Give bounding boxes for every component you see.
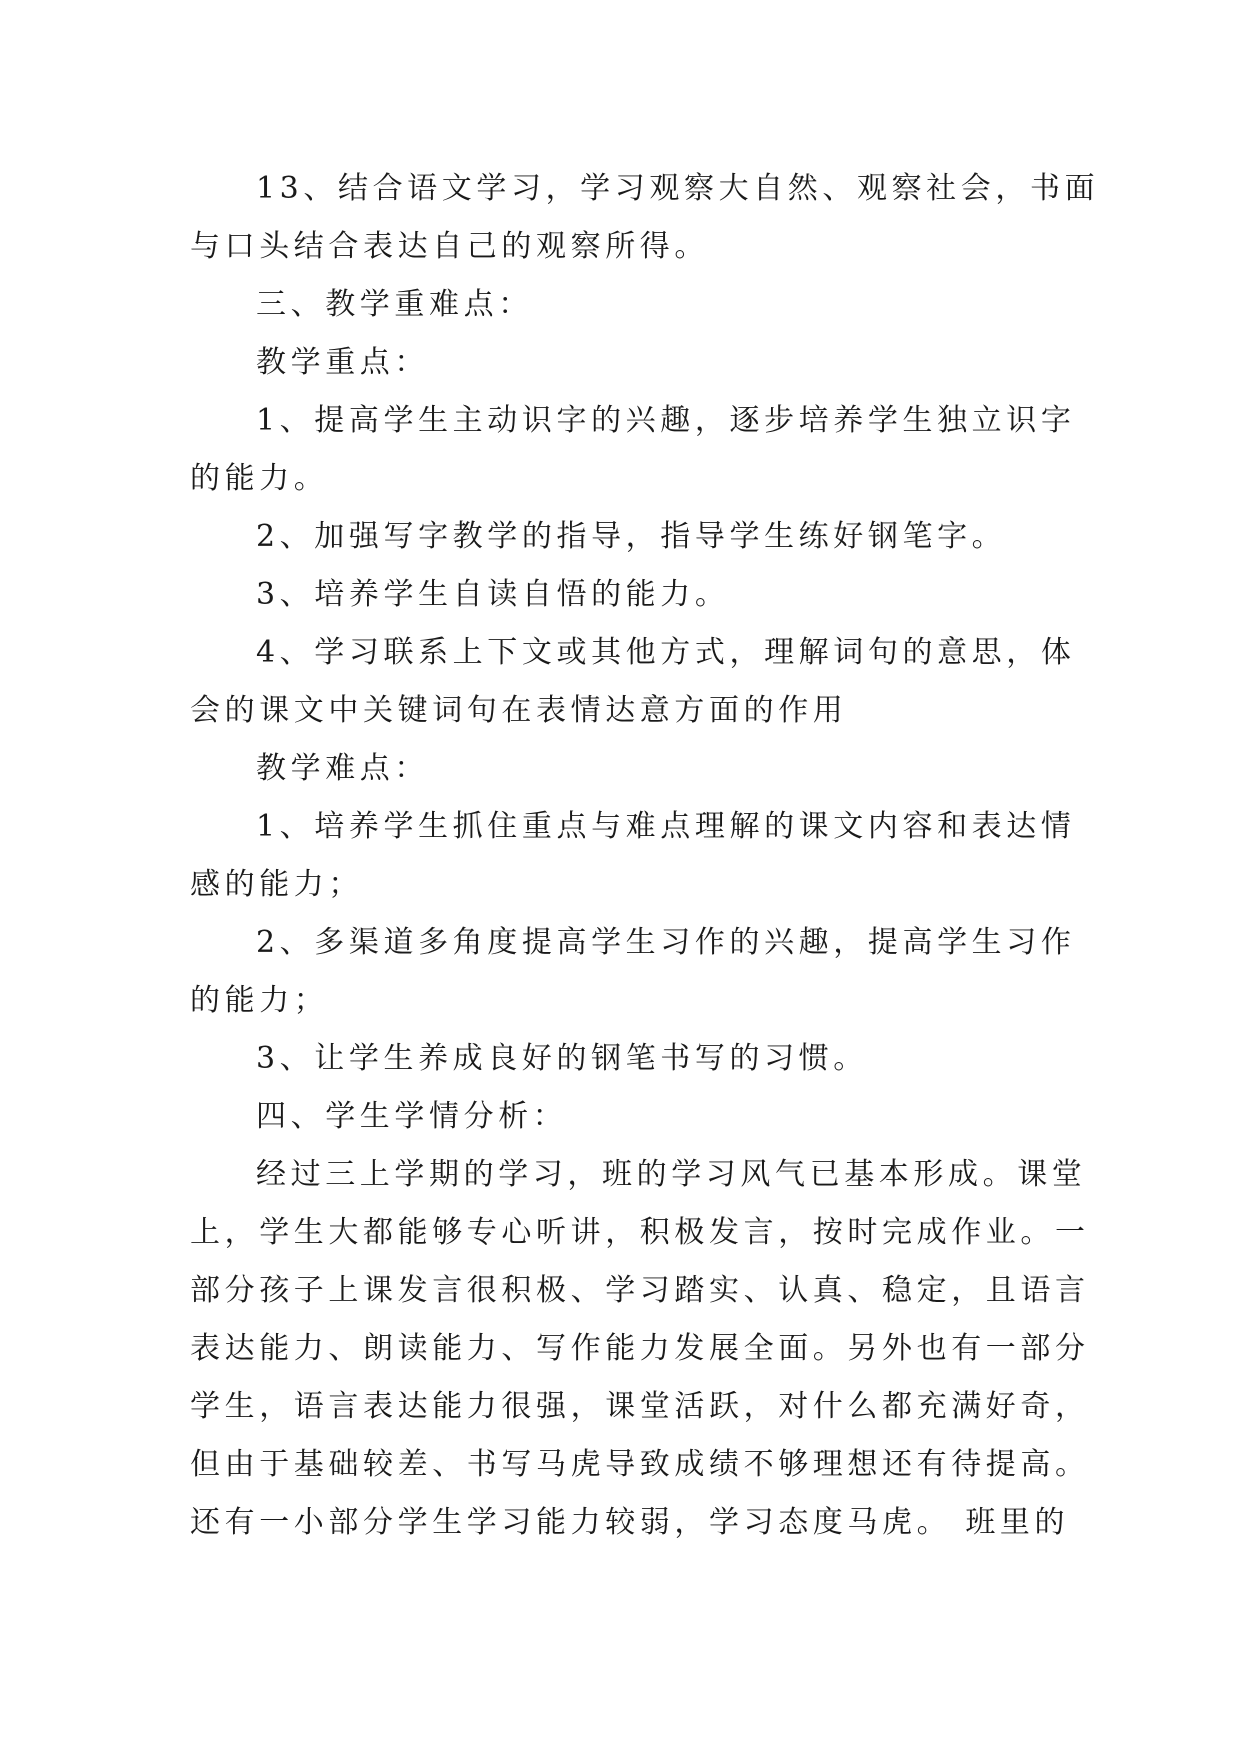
section-heading: 三、教学重难点：: [256, 287, 533, 322]
text-line: 与口头结合表达自己的观察所得。: [190, 229, 709, 264]
document-body: [190, 160, 1100, 1552]
text-line: 4、学习联系上下文或其他方式，理解词句的意思，体: [256, 635, 1076, 670]
text-line: 1、培养学生抓住重点与难点理解的课文内容和表达情: [256, 809, 1076, 844]
text-line: 表达能力、朗读能力、写作能力发展全面。另外也有一部分: [190, 1331, 1090, 1366]
text-line: 会的课文中关键词句在表情达意方面的作用: [190, 693, 848, 728]
text-line: 1、提高学生主动识字的兴趣，逐步培养学生独立识字: [256, 403, 1076, 438]
text-line: 2、加强写字教学的指导，指导学生练好钢笔字。: [256, 519, 1007, 554]
text-line: 2、多渠道多角度提高学生习作的兴趣，提高学生习作: [256, 925, 1076, 960]
text-line: 上，学生大都能够专心听讲，积极发言，按时完成作业。一: [190, 1215, 1090, 1250]
text-line: 感的能力；: [190, 867, 363, 902]
section-heading: 四、学生学情分析：: [256, 1099, 568, 1134]
text-line: 还有一小部分学生学习能力较弱，学习态度马虎。 班里的: [190, 1505, 1070, 1540]
text-line: 13、结合语文学习，学习观察大自然、观察社会，书面: [256, 171, 1100, 206]
text-line: 3、让学生养成良好的钢笔书写的习惯。: [256, 1041, 868, 1076]
subsection-heading: 教学难点：: [256, 751, 429, 786]
text-line: 经过三上学期的学习，班的学习风气已基本形成。课堂: [256, 1157, 1087, 1192]
text-line: 学生，语言表达能力很强，课堂活跃，对什么都充满好奇，: [190, 1389, 1090, 1424]
text-line: 的能力；: [190, 983, 329, 1018]
text-line: 部分孩子上课发言很积极、学习踏实、认真、稳定，且语言: [190, 1273, 1090, 1308]
subsection-heading: 教学重点：: [256, 345, 429, 380]
text-line: 但由于基础较差、书写马虎导致成绩不够理想还有待提高。: [190, 1447, 1090, 1482]
text-line: 3、培养学生自读自悟的能力。: [256, 577, 730, 612]
text-line: 的能力。: [190, 461, 329, 496]
